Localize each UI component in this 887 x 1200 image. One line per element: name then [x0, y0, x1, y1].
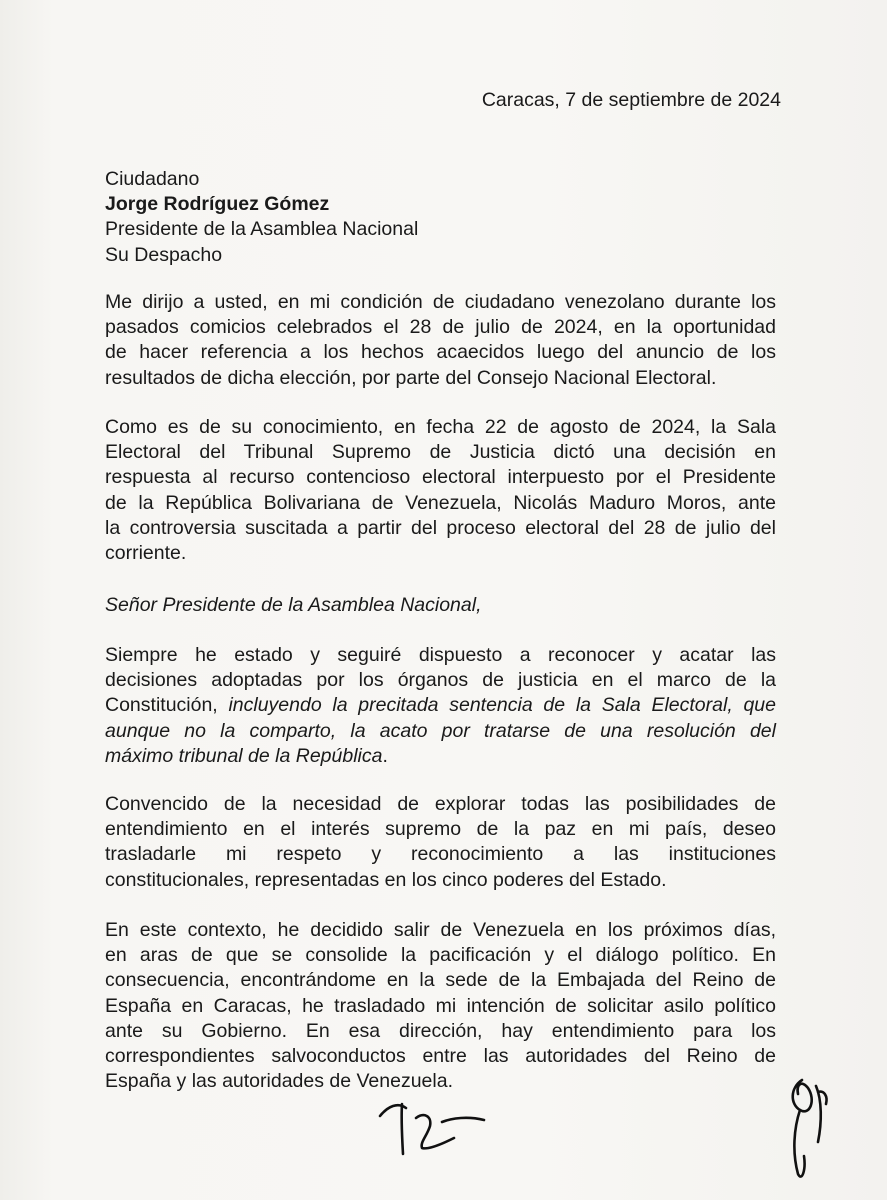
paragraph-line: decisiones adoptadas por los órganos de justicia en el marco de la	[105, 669, 776, 692]
paragraph-line: respuesta al recurso contencioso electoral interpuesto por el Presidente	[105, 466, 776, 489]
paragraph-line: entendimiento en el interés supremo de la paz en mi país, deseo	[105, 818, 776, 841]
recipient-title: Presidente de la Asamblea Nacional	[105, 218, 419, 241]
recipient-salutation: Ciudadano	[105, 168, 200, 190]
paragraph-line: En este contexto, he decidido salir de Venezuela en los próximos días,	[105, 919, 776, 941]
paragraph-line: Convencido de la necesidad de explorar todas las posibilidades de	[105, 793, 776, 815]
paragraph-line: ante su Gobierno. En esa dirección, hay entendimiento para los	[105, 1019, 776, 1042]
paragraph-line: de la República Bolivariana de Venezuela, Nicolás Maduro Moros, ante	[105, 491, 776, 514]
paragraph-line: la controversia suscitada a partir del proceso electoral del 28 de julio del	[105, 516, 776, 539]
paragraph-text-normal: .	[382, 744, 388, 767]
paragraph-line	[105, 744, 776, 769]
paragraph-line: trasladarle mi respeto y reconocimiento a las instituciones	[105, 843, 776, 866]
paragraph-line: Como es de su conocimiento, en fecha 22 de agosto de 2024, la Sala	[105, 416, 776, 438]
handwritten-initials-center	[372, 1092, 492, 1162]
paragraph-line: en aras de que se consolide la pacificación y el diálogo político. En	[105, 944, 776, 967]
paragraph-line: correspondientes salvoconductos entre las autoridades del Reino de	[105, 1045, 776, 1068]
paragraph-line: corriente.	[105, 542, 187, 565]
paragraph-text-italic: incluyendo la precitada sentencia de la Sala Electoral, que	[228, 694, 776, 717]
paragraph-line: España y las autoridades de Venezuela.	[105, 1070, 454, 1093]
paragraph-line: constitucionales, representadas en los cinco poderes del Estado.	[105, 868, 667, 891]
paragraph-line: consecuencia, encontrándome en la sede de la Embajada del Reino de	[105, 969, 776, 992]
paragraph-line: resultados de dicha elección, por parte del Consejo Nacional Electoral.	[105, 366, 717, 389]
paragraph-line: Me dirijo a usted, en mi condición de ciudadano venezolano durante los	[105, 291, 776, 313]
paragraph-line: aunque no la comparto, la acato por tratarse de una resolución del	[105, 719, 776, 742]
paragraph-3	[105, 643, 776, 769]
paragraph-text-italic: máximo tribunal de la República	[105, 744, 383, 767]
formal-address-text: Señor Presidente de la Asamblea Nacional,	[105, 594, 482, 616]
recipient-office: Su Despacho	[105, 243, 223, 266]
recipient-name: Jorge Rodríguez Gómez	[105, 193, 330, 216]
paragraph-4	[105, 792, 776, 893]
paragraph-line	[105, 693, 776, 718]
paragraph-line: Electoral del Tribunal Supremo de Justicia dictó una decisión en	[105, 441, 776, 464]
letter-date: Caracas, 7 de septiembre de 2024	[481, 89, 781, 111]
paragraph-2	[105, 415, 776, 566]
paragraph-line: pasados comicios celebrados el 28 de julio de 2024, en la oportunidad	[105, 316, 776, 339]
paragraph-1	[105, 290, 776, 391]
handwritten-signature-right	[776, 1070, 836, 1185]
paragraph-line: de hacer referencia a los hechos acaecidos luego del anuncio de los	[105, 341, 776, 364]
formal-address	[105, 593, 776, 618]
paragraph-line: España en Caracas, he trasladado mi intención de solicitar asilo político	[105, 994, 776, 1017]
recipient-block	[105, 167, 776, 268]
paragraph-line: Siempre he estado y seguiré dispuesto a reconocer y acatar las	[105, 644, 776, 666]
paragraph-text-normal: Constitución,	[105, 694, 229, 717]
paragraph-5	[105, 918, 776, 1094]
